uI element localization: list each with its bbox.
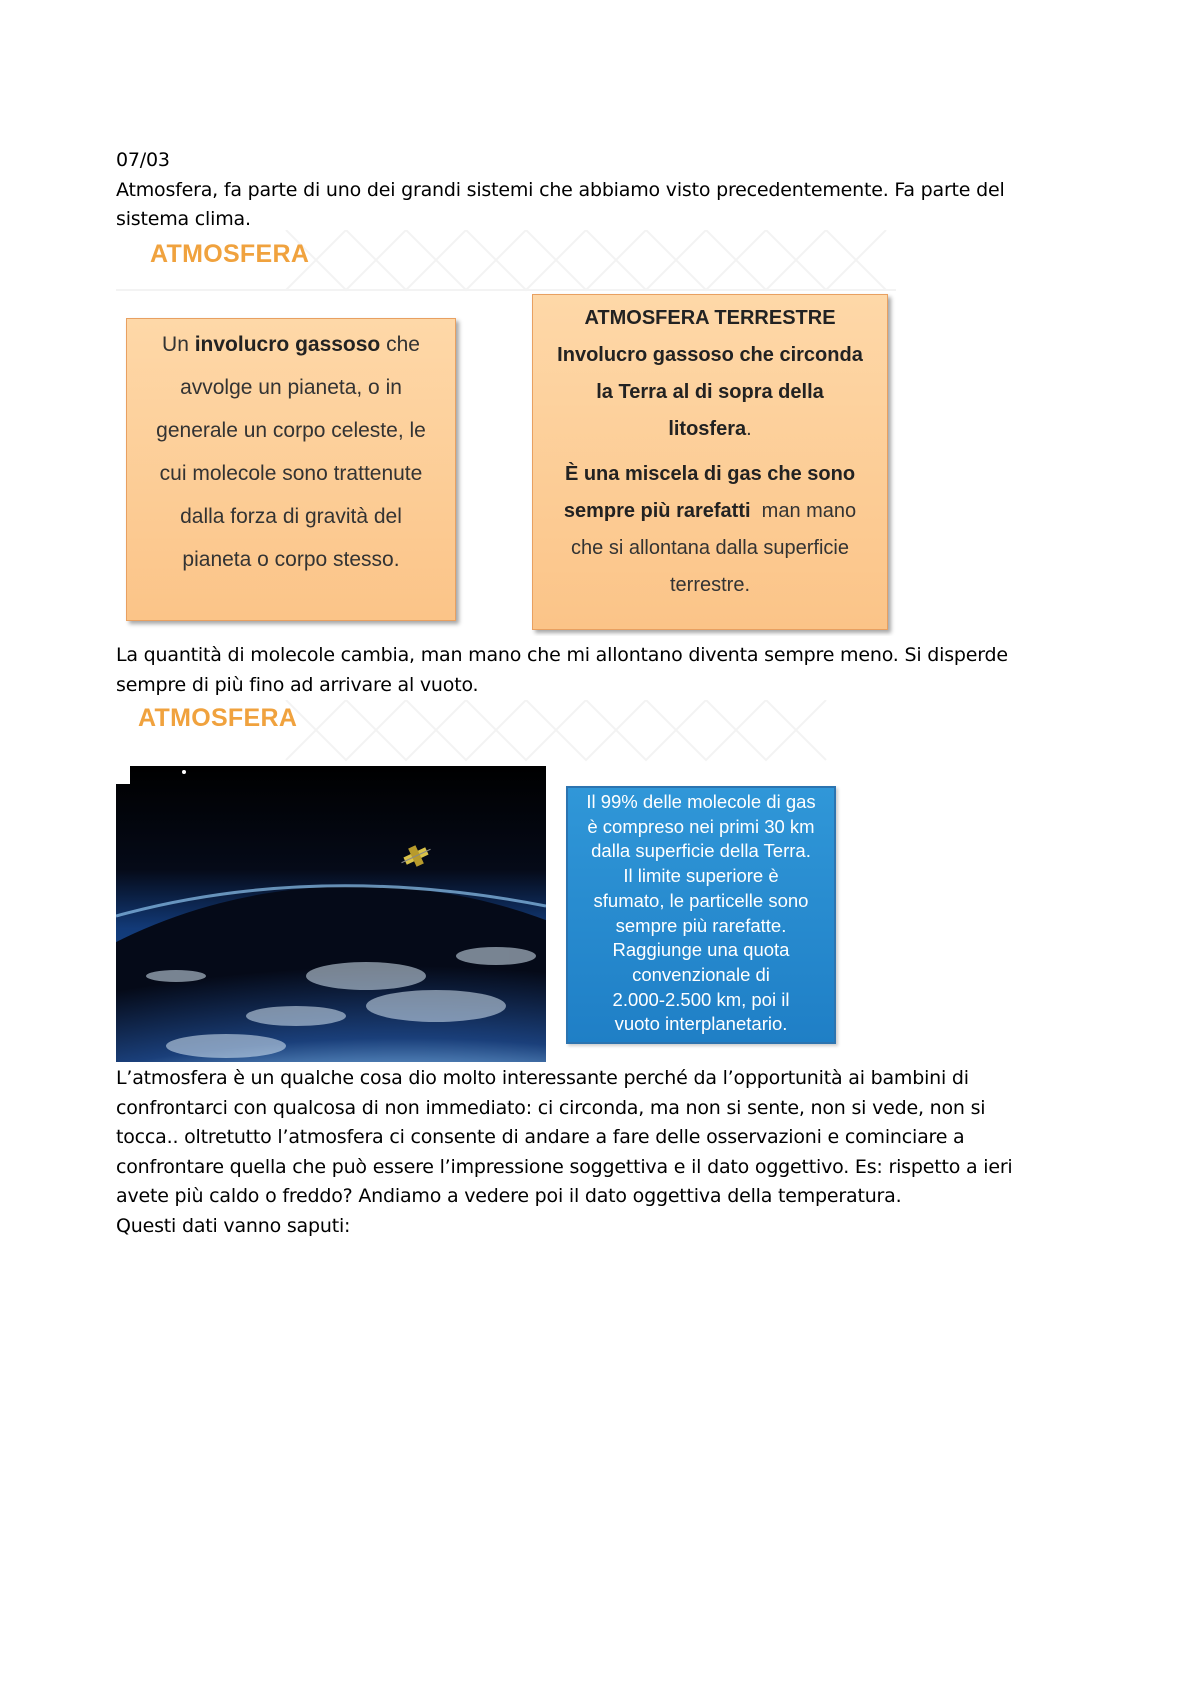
intro-line-1: Atmosfera, fa parte di uno dei grandi sistemi che abbiamo visto precedentemente. Fa parte del [116,178,1005,201]
info-line: sfumato, le particelle sono [593,889,809,911]
box-line: la Terra al di sopra della [596,381,824,403]
info-line: dalla superficie della Terra. [591,840,811,862]
closing-paragraph [116,1064,1076,1241]
intro-line-2: sistema clima. [116,208,251,230]
box-line: litosfera. [668,418,752,440]
box-line: Involucro gassoso che circonda [557,344,863,366]
info-line: è compreso nei primi 30 km [587,815,815,837]
box-line: cui molecole sono trattenute [159,462,423,485]
middle-line-1: La quantità di molecole cambia, man mano che mi allontano diventa sempre meno. Si disperde [116,644,1008,666]
definition-box-earth [532,294,888,630]
box-line: avvolge un pianeta, o in [180,376,402,399]
closing-line: tocca.. oltretutto l’atmosfera ci consente di andare a fare delle osservazioni e cominciare a [116,1126,965,1148]
info-line: convenzionale di [632,963,770,985]
box-line: dalla forza di gravità del [180,505,402,528]
date-label: 07/03 [116,149,170,171]
closing-line: L’atmosfera è un qualche cosa dio molto interessante perché da l’opportunità ai bambini di [116,1067,969,1089]
middle-paragraph [116,641,1076,700]
box-line: È una miscela di gas che sono [564,463,856,485]
info-line: Il 99% delle molecole di gas [586,791,816,812]
atmosphere-info-box [566,786,836,1044]
box-line: pianeta o corpo stesso. [182,548,400,571]
box-line: Un involucro gassoso che [162,333,420,356]
box-line: sempre più rarefatti man mano [563,500,857,522]
closing-line: avete più caldo o freddo? Andiamo a vedere poi il dato oggettiva della temperatura. [116,1185,902,1207]
box-line: che si allontana dalla superficie [571,537,849,559]
intro-paragraph [116,146,1076,235]
closing-line: confrontare quella che può essere l’impressione soggettiva e il dato oggettivo. Es: rispetto a ieri [116,1155,1013,1178]
info-line: Il limite superiore è [623,865,779,887]
earth-from-space-image [116,766,546,1062]
box-heading: ATMOSFERA TERRESTRE [584,307,836,329]
info-line: 2.000-2.500 km, poi il [612,988,790,1010]
info-line: Raggiunge una quota [612,939,790,961]
slide-atmosfera-earth [116,700,856,1066]
definition-box-general [126,318,456,621]
info-line: sempre più rarefatte. [615,914,787,936]
closing-line: Questi dati vanno saputi: [116,1214,351,1237]
box-line: terrestre. [669,574,751,596]
middle-line-2: sempre di più fino ad arrivare al vuoto. [116,673,479,696]
closing-line: confrontarci con qualcosa di non immediato: ci circonda, ma non si sente, non si vede, non si [116,1096,986,1119]
slide-title: ATMOSFERA [150,240,310,268]
box-line: generale un corpo celeste, le [156,419,426,442]
info-line: vuoto interplanetario. [614,1013,788,1035]
slide-atmosfera-definition [116,230,896,636]
slide-title: ATMOSFERA [138,704,298,732]
